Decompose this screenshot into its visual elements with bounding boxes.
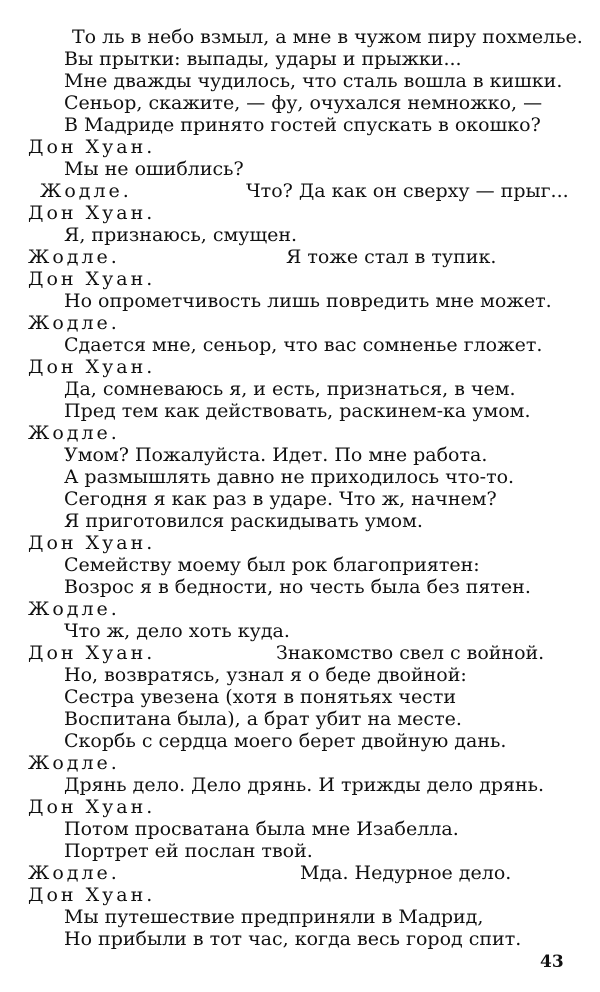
speaker-name: Жодле. (28, 246, 120, 268)
verse-line: Потом просватана была мне Изабелла. (64, 818, 459, 840)
verse-line: Сдается мне, сеньор, что вас сомненье гложет. (64, 334, 543, 356)
speaker-name: Жодле. (28, 752, 120, 774)
speaker-name: Дон Хуан. (28, 136, 156, 158)
page-number: 43 (540, 952, 564, 972)
verse-line: А размышлять давно не приходилось что-то. (64, 466, 515, 488)
verse-line: Мда. Недурное дело. (300, 862, 512, 884)
verse-line: Но опрометчивость лишь повредить мне может. (64, 290, 552, 312)
verse-line: Я, признаюсь, смущен. (64, 224, 298, 246)
speaker-name: Жодле. (28, 598, 120, 620)
speaker-name: Дон Хуан. (28, 642, 156, 664)
verse-line: Мы не ошиблись? (64, 158, 244, 180)
verse-line: Сегодня я как раз в ударе. Что ж, начнем? (64, 488, 497, 510)
speaker-name: Дон Хуан. (28, 202, 156, 224)
speaker-name: Дон Хуан. (28, 532, 156, 554)
speaker-name: Жодле. (40, 180, 132, 202)
verse-line: Умом? Пожалуйста. Идет. По мне работа. (64, 444, 488, 466)
verse-line: Дрянь дело. Дело дрянь. И трижды дело дрянь. (64, 774, 545, 796)
verse-line: Вы прытки: выпады, удары и прыжки... (64, 48, 462, 70)
speaker-name: Дон Хуан. (28, 884, 156, 906)
verse-line: Воспитана была), а брат убит на месте. (64, 708, 462, 730)
verse-line: Пред тем как действовать, раскинем-ка умом. (64, 400, 531, 422)
verse-line: Я тоже стал в тупик. (286, 246, 497, 268)
speaker-name: Жодле. (28, 862, 120, 884)
verse-line: Скорбь с сердца моего берет двойную дань. (64, 730, 507, 752)
verse-line: Возрос я в бедности, но честь была без пятен. (64, 576, 531, 598)
verse-line: Но прибыли в тот час, когда весь город спит. (64, 928, 522, 950)
speaker-name: Дон Хуан. (28, 356, 156, 378)
verse-line: Сеньор, скажите, — фу, очухался немножко, — (64, 92, 543, 114)
verse-line: Что? Да как он сверху — прыг... (246, 180, 569, 202)
speaker-name: Жодле. (28, 312, 120, 334)
verse-line: Сестра увезена (хотя в понятьях чести (64, 686, 457, 708)
verse-line: Но, возвратясь, узнал я о беде двойной: (64, 664, 467, 686)
verse-line: Портрет ей послан твой. (64, 840, 313, 862)
verse-line: Мы путешествие предприняли в Мадрид, (64, 906, 484, 928)
speaker-name: Дон Хуан. (28, 796, 156, 818)
verse-line: Мне дважды чудилось, что сталь вошла в кишки. (64, 70, 563, 92)
verse-line: Что ж, дело хоть куда. (64, 620, 290, 642)
verse-line: В Мадриде принято гостей спускать в окошко? (64, 114, 541, 136)
speaker-name: Жодле. (28, 422, 120, 444)
speaker-name: Дон Хуан. (28, 268, 156, 290)
verse-line: Семейству моему был рок благоприятен: (64, 554, 480, 576)
verse-line: Знакомство свел с войной. (276, 642, 545, 664)
verse-line: Я приготовился раскидывать умом. (64, 510, 423, 532)
verse-line: Да, сомневаюсь я, и есть, признаться, в чем. (64, 378, 516, 400)
verse-line: То ль в небо взмыл, а мне в чужом пиру похмелье. (72, 26, 583, 48)
